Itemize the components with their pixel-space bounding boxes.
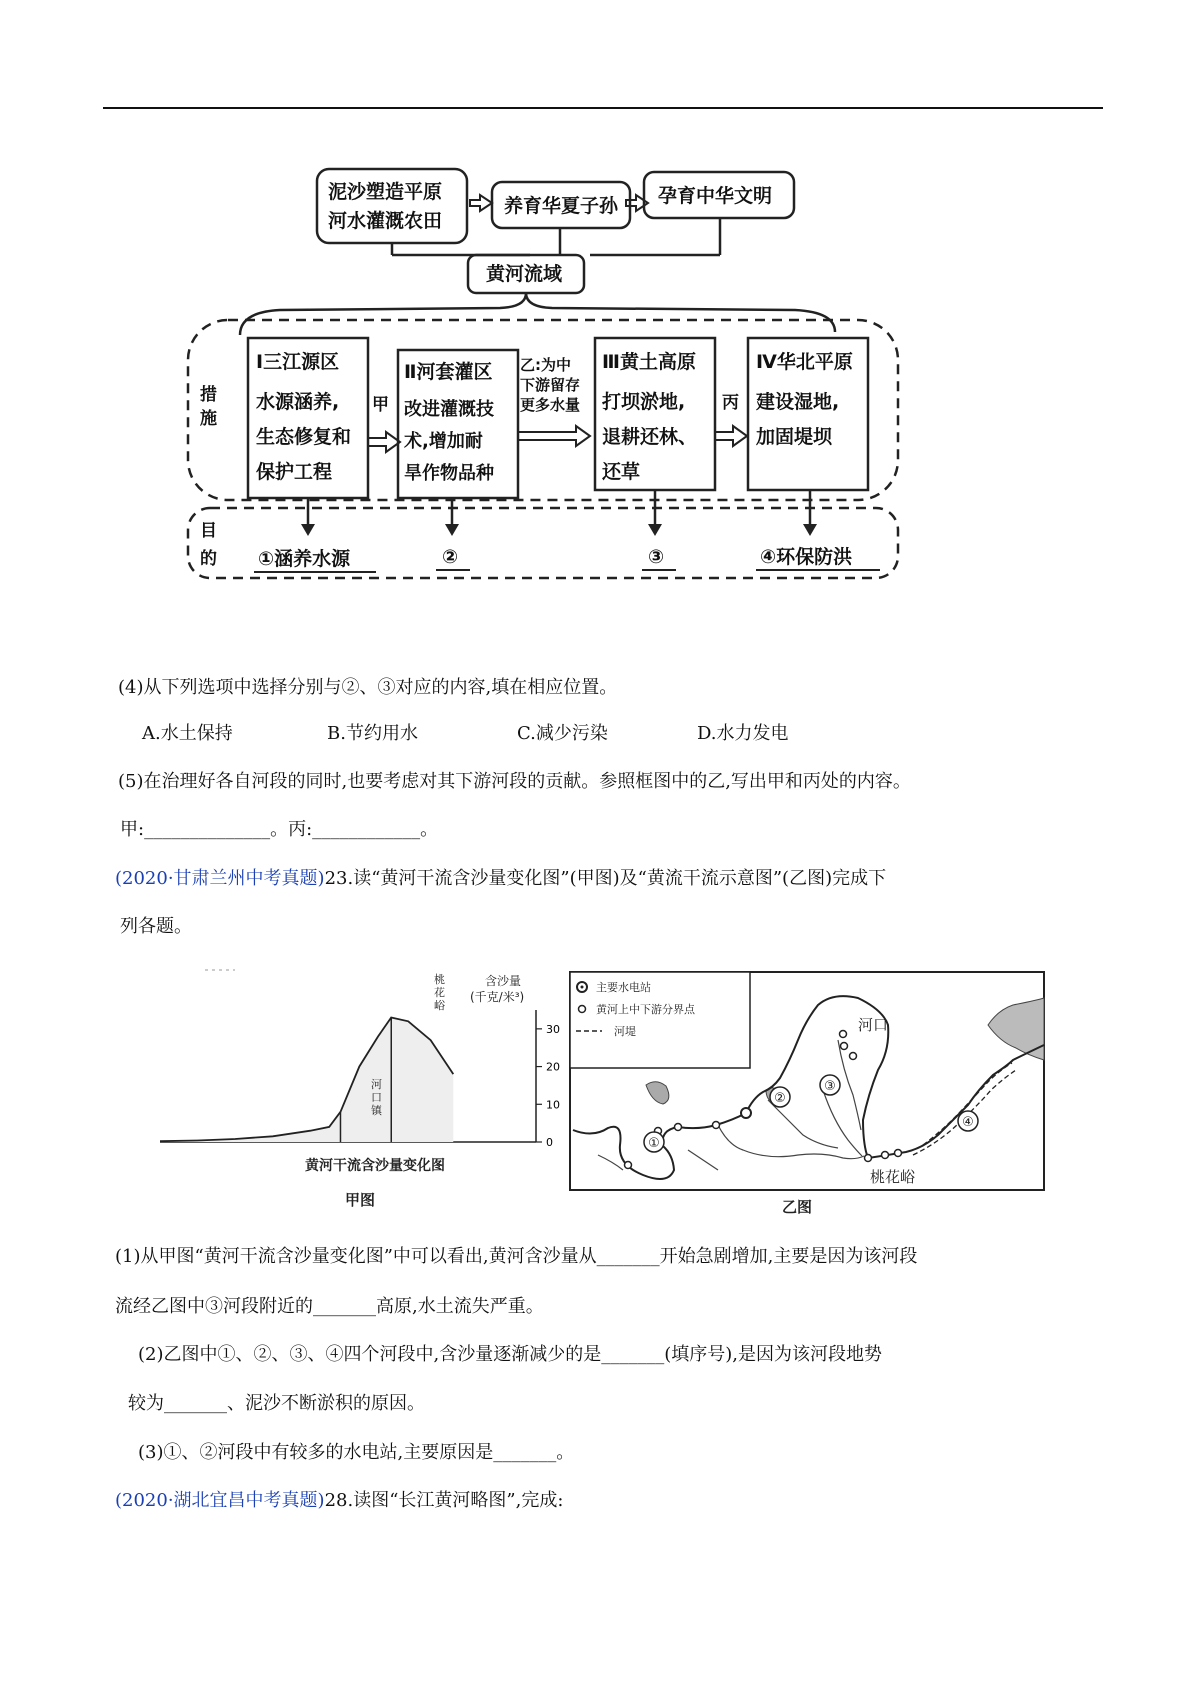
yellow-river-map bbox=[568, 970, 1048, 1215]
q5-blank-line: 甲:______________。丙:____________。 bbox=[120, 819, 439, 840]
yi-line2: 下游留存 bbox=[520, 376, 581, 394]
unit-line2: (千克/米³) bbox=[470, 990, 525, 1004]
purpose4-text: ④环保防洪 bbox=[760, 546, 853, 568]
chart-caption: 黄河干流含沙量变化图 bbox=[305, 1158, 445, 1174]
region1-line2: 生态修复和 bbox=[256, 426, 352, 448]
q3-text: (3)①、②河段中有较多的水电站,主要原因是_______。 bbox=[138, 1442, 575, 1463]
header-rule bbox=[103, 107, 1103, 109]
purpose1-text: ①涵养水源 bbox=[258, 548, 351, 570]
y-tick-label: 10 bbox=[546, 1098, 560, 1112]
q28-source: (2020·湖北宜昌中考真题) bbox=[115, 1490, 325, 1511]
sediment-chart bbox=[150, 965, 560, 1210]
peak-label-1: 桃 bbox=[434, 973, 445, 986]
y-tick-label: 0 bbox=[546, 1136, 553, 1149]
region3-line1: 打坝淤地, bbox=[602, 391, 686, 413]
q1-line2: 流经乙图中③河段附近的_______高原,水土流失严重。 bbox=[115, 1296, 544, 1317]
legend-item-2: 黄河上中下游分界点 bbox=[596, 1003, 695, 1016]
legend-item-1: 主要水电站 bbox=[596, 981, 651, 994]
yellow-river-flowchart bbox=[180, 160, 1000, 640]
region1-title: Ⅰ三江源区 bbox=[256, 351, 340, 373]
box3-text: 孕育中华文明 bbox=[658, 185, 773, 207]
section-2-label: ② bbox=[774, 1091, 786, 1106]
q23-line2: 列各题。 bbox=[120, 916, 192, 937]
region4-title: Ⅳ华北平原 bbox=[756, 351, 853, 373]
q28-text: 28.读图“长江黄河略图”,完成: bbox=[324, 1490, 564, 1511]
q2-line2: 较为_______、泥沙不断淤积的原因。 bbox=[128, 1393, 425, 1414]
section-3-label: ③ bbox=[824, 1079, 836, 1094]
region3-line3: 还草 bbox=[602, 461, 641, 483]
q4-text: (4)从下列选项中选择分别与②、③对应的内容,填在相应位置。 bbox=[118, 677, 618, 698]
region2-title: Ⅱ河套灌区 bbox=[404, 361, 493, 383]
region2-line2: 术,增加耐 bbox=[404, 431, 483, 452]
peak-label-2: 花 bbox=[434, 986, 445, 999]
q2-line1: (2)乙图中①、②、③、④四个河段中,含沙量逐渐减少的是_______(填序号),是因为该河段地势 bbox=[138, 1344, 882, 1365]
q23-source: (2020·甘肃兰州中考真题) bbox=[115, 868, 325, 889]
figure-label-yi: 乙图 bbox=[782, 1198, 813, 1215]
region2-line3: 旱作物品种 bbox=[404, 463, 494, 484]
yi-line3: 更多水量 bbox=[520, 396, 581, 414]
measures-label-2: 施 bbox=[200, 409, 217, 429]
q23-text1: 23.读“黄河干流含沙量变化图”(甲图)及“黄流干流示意图”(乙图)完成下 bbox=[324, 868, 887, 889]
option-c: C.减少污染 bbox=[517, 723, 608, 744]
bing-label: 丙 bbox=[722, 393, 739, 413]
region1-line3: 保护工程 bbox=[256, 461, 333, 483]
legend-item-3: 河堤 bbox=[614, 1025, 636, 1038]
town-label-2: 口 bbox=[371, 1091, 382, 1104]
box2-text: 养育华夏子孙 bbox=[504, 195, 619, 217]
purpose3-text: ③ bbox=[648, 546, 665, 568]
region3-line2: 退耕还林、 bbox=[602, 426, 698, 448]
section-1-label: ① bbox=[648, 1136, 660, 1151]
taohuayu-label: 桃花峪 bbox=[870, 1168, 916, 1186]
region1-line1: 水源涵养, bbox=[256, 391, 340, 413]
box1-line1: 泥沙塑造平原 bbox=[328, 181, 443, 203]
division-point-icon bbox=[579, 1006, 586, 1013]
measures-label-1: 措 bbox=[200, 385, 217, 405]
region2-line1: 改进灌溉技 bbox=[404, 399, 494, 420]
yi-line1: 乙:为中 bbox=[520, 356, 571, 374]
purpose-label-2: 的 bbox=[200, 549, 217, 569]
peak-label-3: 峪 bbox=[434, 999, 445, 1012]
unit-line1: 含沙量 bbox=[485, 974, 522, 988]
purpose2-text: ② bbox=[442, 546, 459, 568]
option-b: B.节约用水 bbox=[327, 723, 418, 744]
option-d: D.水力发电 bbox=[697, 723, 789, 744]
purpose-label-1: 目 bbox=[200, 521, 217, 541]
region3-title: Ⅲ黄土高原 bbox=[602, 351, 696, 373]
q5-text: (5)在治理好各自河段的同时,也要考虑对其下游河段的贡献。参照框图中的乙,写出甲和丙处的内容。 bbox=[118, 771, 911, 792]
region4-line2: 加固堤坝 bbox=[756, 426, 833, 448]
y-tick-label: 30 bbox=[546, 1022, 560, 1036]
section-4-label: ④ bbox=[962, 1115, 974, 1130]
figure-label-jia: 甲图 bbox=[345, 1191, 376, 1209]
town-label-3: 镇 bbox=[371, 1104, 382, 1117]
y-tick-label: 20 bbox=[546, 1060, 560, 1074]
box1-line2: 河水灌溉农田 bbox=[328, 210, 443, 232]
region4-line1: 建设湿地, bbox=[756, 391, 840, 413]
q28-line bbox=[115, 1488, 563, 1514]
q23-line1 bbox=[115, 866, 886, 892]
option-a: A.水土保持 bbox=[142, 723, 233, 744]
sediment-area bbox=[160, 1018, 453, 1143]
basin-text: 黄河流域 bbox=[486, 263, 563, 285]
hekou-label: 河口 bbox=[858, 1016, 889, 1034]
town-label-1: 河 bbox=[371, 1078, 382, 1091]
q1-line1: (1)从甲图“黄河干流含沙量变化图”中可以看出,黄河含沙量从_______开始急剧增加,主要是因为该河段 bbox=[115, 1246, 918, 1267]
jia-label: 甲 bbox=[372, 395, 389, 415]
